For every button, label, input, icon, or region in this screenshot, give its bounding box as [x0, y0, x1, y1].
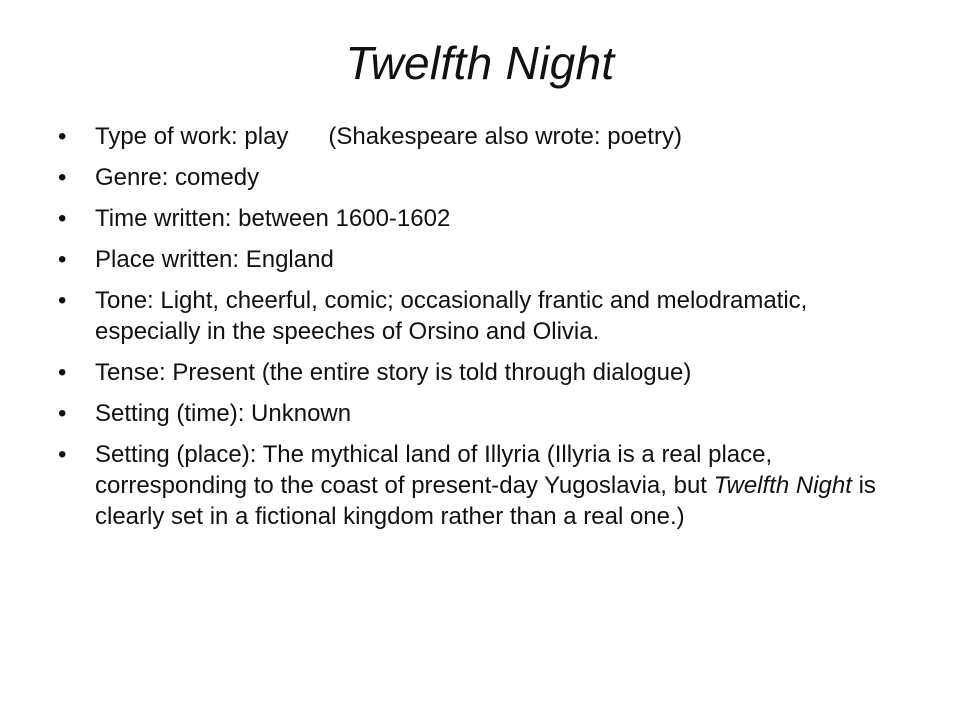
bullet-setting-place [58, 439, 908, 532]
bullet-list [58, 121, 908, 542]
slide-title: Twelfth Night [345, 37, 615, 89]
bullet-marker: • [58, 246, 67, 273]
bullet-note: (Shakespeare also wrote: poetry) [328, 123, 682, 150]
bullet-marker: • [58, 287, 67, 314]
bullet-genre [58, 162, 908, 193]
bullet-marker: • [58, 441, 67, 468]
bullet-text: is clearly set in a fictional kingdom rather than a real one.) [95, 472, 876, 530]
bullet-time-written [58, 203, 908, 234]
bullet-marker: • [58, 400, 67, 427]
bullet-text: Type of work: play [95, 123, 289, 150]
bullet-marker: • [58, 164, 67, 191]
bullet-tense [58, 357, 908, 388]
bullet-marker: • [58, 123, 67, 150]
bullet-text: Tense: Present (the entire story is told through dialogue) [95, 359, 692, 386]
bullet-type-of-work [58, 121, 908, 152]
bullet-text: Tone: Light, cheerful, comic; occasionally frantic and melodramatic, especially in the speeches of Orsino and Olivia. [95, 287, 808, 345]
bullet-text: Place written: England [95, 246, 334, 273]
bullet-setting-time [58, 398, 908, 429]
bullet-tone [58, 285, 908, 347]
play-title-italic: Twelfth Night [713, 472, 852, 499]
bullet-text: Genre: comedy [95, 164, 260, 191]
bullet-text: Time written: between 1600-1602 [95, 205, 451, 232]
bullet-place-written [58, 244, 908, 275]
bullet-text: Setting (time): Unknown [95, 400, 352, 427]
bullet-marker: • [58, 205, 67, 232]
bullet-marker: • [58, 359, 67, 386]
bullet-text: Setting (place): The mythical land of Illyria (Illyria is a real place, corresponding to the coast of present-day Yugoslavia, but [95, 441, 773, 499]
